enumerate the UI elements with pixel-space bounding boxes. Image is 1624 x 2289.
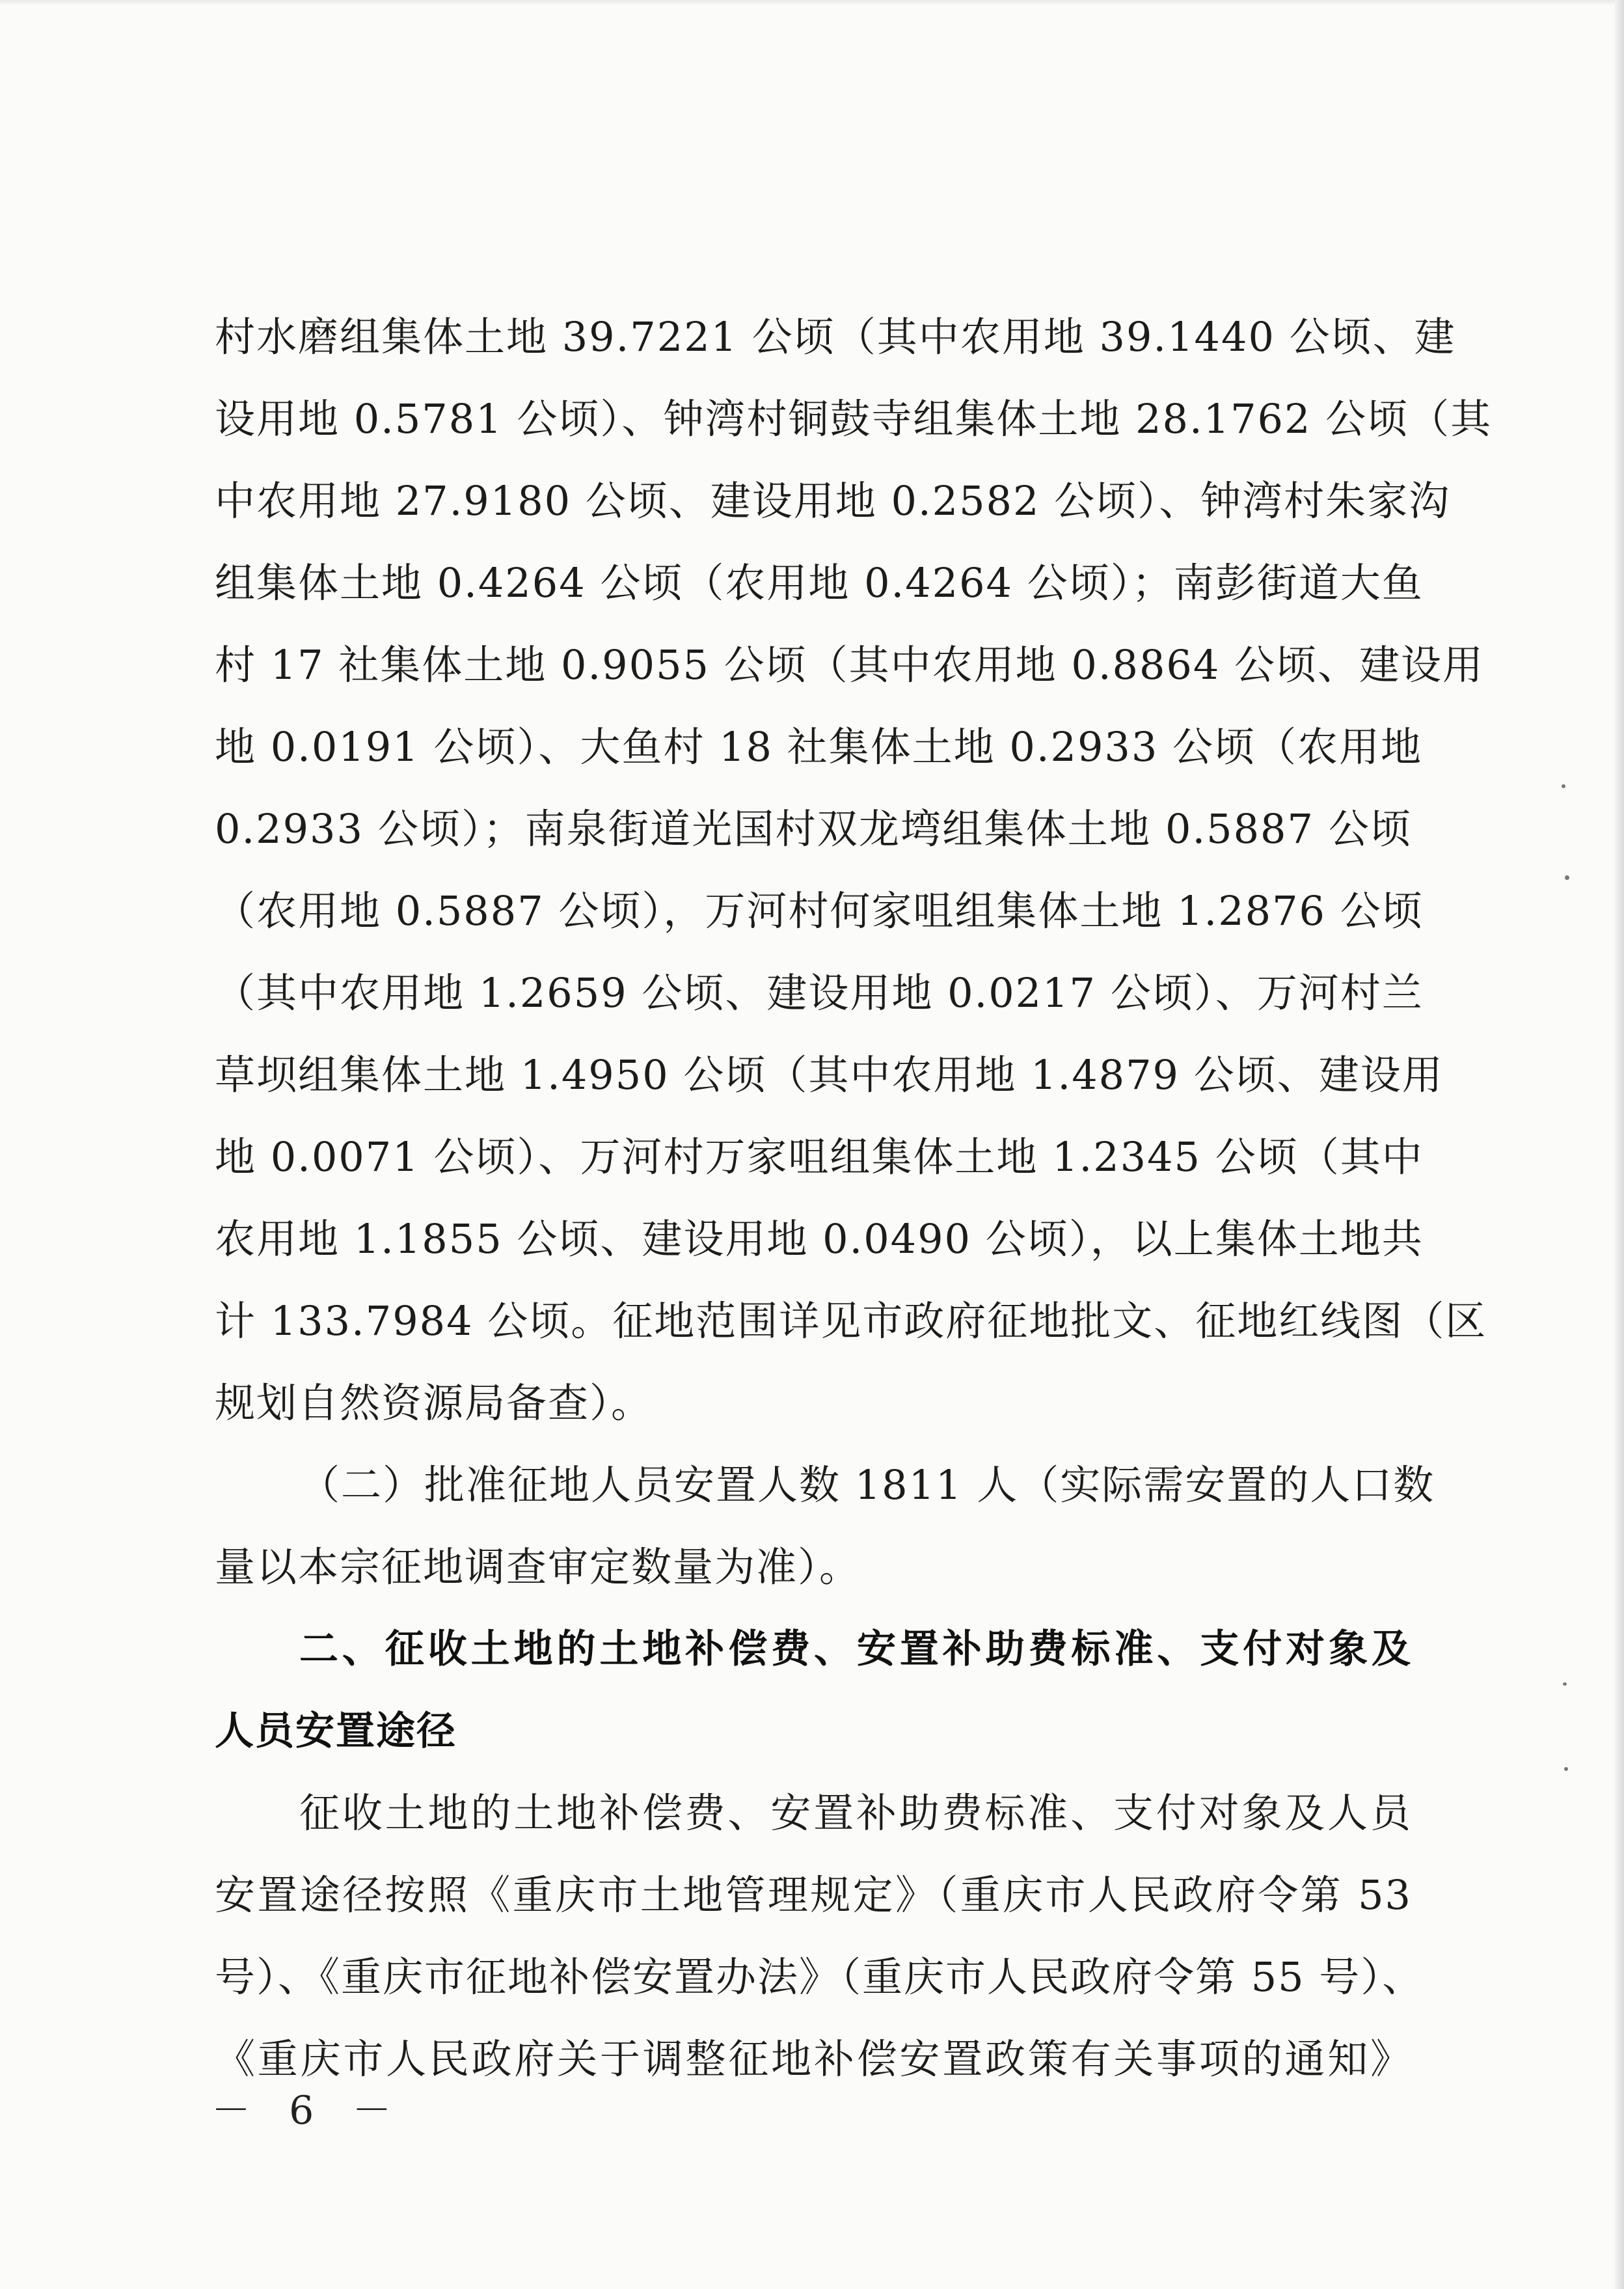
scan-speck xyxy=(1562,784,1565,788)
body-line: 地 0.0071 公顷）、万河村万家咀组集体土地 1.2345 公顷（其中 xyxy=(215,1133,1424,1181)
body-line: 计 133.7984 公顷。征地范围详见市政府征地批文、征地红线图（区 xyxy=(215,1297,1487,1345)
body-line: 0.2933 公顷）；南泉街道光国村双龙塆组集体土地 0.5887 公顷 xyxy=(215,805,1412,853)
scan-right-edge xyxy=(1615,0,1624,2289)
scan-top-edge xyxy=(0,0,1624,5)
document-body xyxy=(215,296,1493,2100)
body-line: 安置途径按照《重庆市土地管理规定》（重庆市人民政府令第 53 xyxy=(215,1871,1412,1919)
body-line: 草坝组集体土地 1.4950 公顷（其中农用地 1.4879 公顷、建设用 xyxy=(215,1051,1444,1099)
body-line: 中农用地 27.9180 公顷、建设用地 0.2582 公顷）、钟湾村朱家沟 xyxy=(215,477,1451,525)
body-line: 规划自然资源局备查）。 xyxy=(215,1379,653,1427)
body-line: 农用地 1.1855 公顷、建设用地 0.0490 公顷），以上集体土地共 xyxy=(215,1215,1424,1263)
body-line: （其中农用地 1.2659 公顷、建设用地 0.0217 公顷）、万河村兰 xyxy=(215,969,1424,1017)
body-line: （农用地 0.5887 公顷），万河村何家咀组集体土地 1.2876 公顷 xyxy=(215,887,1424,935)
scan-speck xyxy=(1564,1767,1568,1771)
body-line: 号）、《重庆市征地补偿安置办法》（重庆市人民政府令第 55 号）、 xyxy=(215,1953,1424,2001)
body-line: 村水磨组集体土地 39.7221 公顷（其中农用地 39.1440 公顷、建 xyxy=(215,313,1456,361)
body-line: 组集体土地 0.4264 公顷（农用地 0.4264 公顷）；南彭街道大鱼 xyxy=(215,559,1424,607)
body-line: 征收土地的土地补偿费、安置补助费标准、支付对象及人员 xyxy=(299,1789,1412,1837)
body-line: 村 17 社集体土地 0.9055 公顷（其中农用地 0.8864 公顷、建设用 xyxy=(215,641,1485,689)
body-line: 量以本宗征地调查审定数量为准）。 xyxy=(215,1543,861,1591)
body-line: 设用地 0.5781 公顷）、钟湾村铜鼓寺组集体土地 28.1762 公顷（其 xyxy=(215,395,1493,443)
scan-speck xyxy=(1565,875,1569,880)
section-heading: 二、征收土地的土地补偿费、安置补助费标准、支付对象及 xyxy=(299,1626,1412,1672)
subsection-line: （二）批准征地人员安置人数 1811 人（实际需安置的人口数 xyxy=(299,1461,1435,1509)
body-line: 《重庆市人民政府关于调整征地补偿安置政策有关事项的通知》 xyxy=(215,2035,1412,2083)
section-heading-continued: 人员安置途径 xyxy=(215,1708,457,1754)
page-number: － 6 － xyxy=(211,2088,405,2133)
scan-speck xyxy=(1563,1682,1567,1686)
body-line: 地 0.0191 公顷）、大鱼村 18 社集体土地 0.2933 公顷（农用地 xyxy=(215,723,1423,771)
